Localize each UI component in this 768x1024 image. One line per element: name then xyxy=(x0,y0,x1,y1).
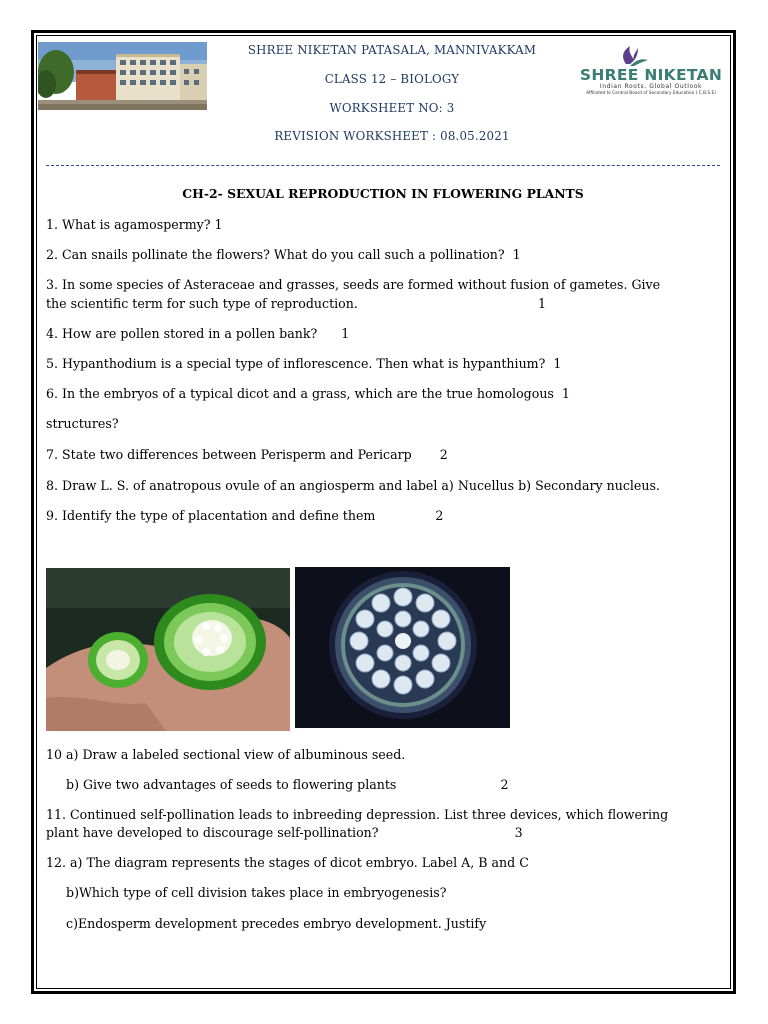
logo-tagline: Indian Roots, Global Outlook xyxy=(599,83,703,90)
school-building-photo xyxy=(38,42,207,110)
question-11-line-2: plant have developed to discourage self-pollination? 3 xyxy=(46,825,523,840)
revision-date: REVISION WORKSHEET : 08.05.2021 xyxy=(274,129,510,143)
bell-pepper-cross-section-photo xyxy=(46,568,290,731)
logo-affiliation: Affiliated to Central Board of Secondary Education ( C.B.S.E) xyxy=(586,91,716,96)
header-divider xyxy=(46,165,720,166)
question-10b: b) Give two advantages of seeds to flowering plants 2 xyxy=(46,777,509,792)
question-1: 1. What is agamospermy? 1 xyxy=(46,217,223,232)
school-name: SHREE NIKETAN PATASALA, MANNIVAKKAM xyxy=(247,43,537,57)
ovary-cross-section-photo xyxy=(295,567,510,728)
question-6-line-1: 6. In the embryos of a typical dicot and a grass, which are the true homologous 1 xyxy=(46,386,570,401)
question-12b: b)Which type of cell division takes place in embryogenesis? xyxy=(46,885,447,900)
question-3-line-1: 3. In some species of Asteraceae and grasses, seeds are formed without fusion of gametes. Give xyxy=(46,277,661,292)
question-3-line-2: the scientific term for such type of reproduction. 1 xyxy=(46,296,547,311)
school-logo xyxy=(578,44,724,100)
flame-emblem-icon xyxy=(578,44,724,68)
question-5: 5. Hypanthodium is a special type of inflorescence. Then what is hypanthium? 1 xyxy=(46,356,562,371)
question-4: 4. How are pollen stored in a pollen bank? 1 xyxy=(46,326,350,341)
question-2: 2. Can snails pollinate the flowers? What do you call such a pollination? 1 xyxy=(46,247,521,262)
question-6-line-2: structures? xyxy=(46,416,119,431)
class-title: CLASS 12 – BIOLOGY xyxy=(324,72,460,86)
logo-name: SHREE NIKETAN xyxy=(579,66,723,84)
question-12a: 12. a) The diagram represents the stages of dicot embryo. Label A, B and C xyxy=(46,855,529,870)
question-9: 9. Identify the type of placentation and define them 2 xyxy=(46,508,444,523)
chapter-title: CH-2- SEXUAL REPRODUCTION IN FLOWERING PLANTS xyxy=(182,186,584,201)
question-8: 8. Draw L. S. of anatropous ovule of an angiosperm and label a) Nucellus b) Secondary nucleus. xyxy=(46,478,660,493)
question-7: 7. State two differences between Perisperm and Pericarp 2 xyxy=(46,447,448,462)
worksheet-number: WORKSHEET NO: 3 xyxy=(329,101,455,115)
question-10a: 10 a) Draw a labeled sectional view of albuminous seed. xyxy=(46,747,406,762)
question-12c: c)Endosperm development precedes embryo development. Justify xyxy=(46,916,487,931)
question-11-line-1: 11. Continued self-pollination leads to inbreeding depression. List three devices, which flowering xyxy=(46,807,669,822)
